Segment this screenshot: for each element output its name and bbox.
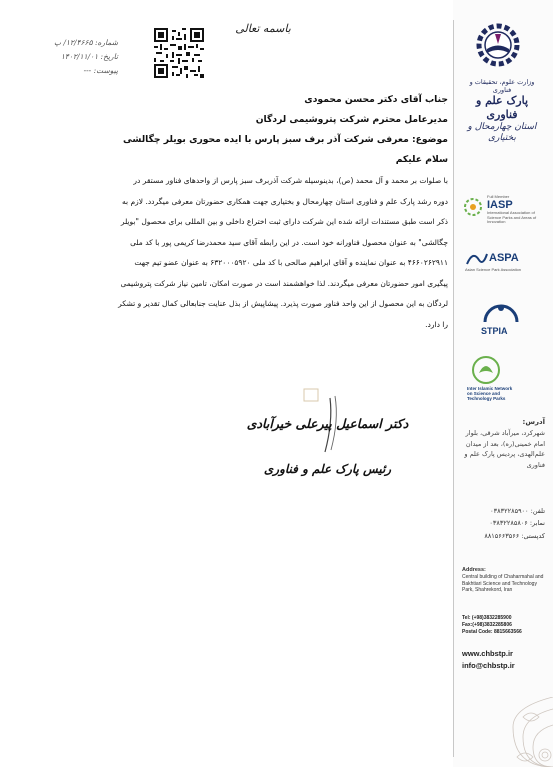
letter-line: ۴۶۶۰۲۶۲۹۱۱ به عنوان نماینده و آقای ابراهیم صالحی با کد ملی ۶۳۲۰۰۰۵۹۲۰ به عنوان عضو تیم جهت	[134, 258, 448, 267]
aspa-swirl-icon	[465, 250, 489, 266]
insp-membership-logo	[463, 355, 541, 410]
letter-number: شماره: ۱۲/۴۶۶۵/ پ	[53, 38, 118, 47]
iasp-subtitle: International Association of Science Parks and Areas of Innovation	[487, 210, 537, 225]
contact-numbers	[459, 505, 545, 542]
iasp-tag: Full Member	[487, 194, 510, 199]
aspa-membership-logo	[463, 250, 541, 280]
postal-code: کدپستی: ۸۸۱۵۶۶۳۵۶۶	[484, 531, 545, 540]
sidebar-divider	[453, 20, 454, 757]
english-fax: Fax:(+98)3832285806	[462, 622, 512, 628]
email-link[interactable]: info@chbstp.ir	[462, 660, 515, 670]
stpia-arc-icon	[481, 300, 521, 326]
english-contact-numbers	[462, 615, 546, 636]
signature-block	[235, 392, 415, 492]
basmala-heading: باسمه تعالی	[235, 22, 291, 35]
letter-meta	[28, 36, 118, 78]
aspa-name: ASPA	[489, 252, 519, 264]
web-contacts	[462, 648, 548, 671]
letter-attachment: پیوست: ---	[83, 65, 118, 75]
logo-province: استان چهارمحال و بختیاری	[467, 121, 537, 143]
letter-line: را دارد.	[425, 319, 448, 329]
insp-leaf-icon	[469, 355, 503, 385]
letter-line: با صلوات بر محمد و آل محمد (ص)، بدینوسیله شرکت آذربرف سبز پارس از واحدهای فناور مستقر در	[133, 176, 448, 185]
english-address	[462, 567, 546, 594]
signature-stroke-icon	[235, 392, 415, 492]
letter-subject: موضوع: معرفی شرکت آذر برف سبز پارس با ایده محوری بویلر چگالشی	[123, 134, 448, 145]
letter-line: چگالشی" به عنوان محصول فناورانه خود است. در این رابطه آقای سید محمدرضا کریمی پور با کد ملی	[130, 237, 448, 247]
signatory-title: رئیس پارک علم و فناوری	[263, 462, 392, 476]
logo-ministry: وزارت علوم، تحقیقات و فناوری	[469, 78, 535, 95]
gear-book-logo-icon	[475, 22, 521, 68]
greeting: سلام علیکم	[395, 154, 448, 165]
letter-line: ذکر است طبق مستندات ارائه شده این شرکت دارای ثبت اختراع داخلی و بین المللی برای محصول "بویلر	[120, 217, 448, 226]
insp-subtitle: Inter Islamic Network on Science and Technology Parks	[467, 386, 513, 401]
stpia-membership-logo	[463, 300, 541, 340]
corner-ornament-icon	[453, 697, 553, 767]
letter-date: تاریخ: ۱۴۰۲/۱۱/۰۱	[60, 51, 118, 61]
english-postal: Postal Code: 8815663566	[462, 629, 522, 635]
recipient-title: مدیرعامل محترم شرکت پتروشیمی لردگان	[255, 114, 448, 125]
iasp-globe-icon	[463, 197, 483, 217]
english-phone: Tel: (+98)3832285900	[462, 615, 512, 621]
letter-paragraph	[35, 171, 448, 335]
letter-body	[35, 90, 448, 335]
stpia-name: STPIA	[481, 326, 508, 336]
website-link[interactable]: www.chbstp.ir	[462, 649, 513, 658]
letter-line: دوره رشد پارک علم و فناوری استان چهارمحال و بختیاری جهت همکاری حضورتان معرفی میگردد. لازم به	[122, 196, 448, 206]
phone-number: تلفن: ۰۳۸۳۲۲۸۵۹۰۰	[490, 507, 545, 515]
english-address-text: Central building of Chaharmahal and Bakhtiari Science and Technology Park, Shahrekord, Iran	[462, 574, 544, 594]
iasp-name: IASP	[487, 199, 513, 212]
address-text: شهرکرد، میرآباد شرقی، بلوار امام خمینی(ره)، بعد از میدان علم‌الهدی، پردیس پارک علم و فناوری	[464, 429, 545, 470]
recipient-name: جناب آقای دکتر محسن محمودی	[304, 94, 448, 105]
fax-number: نمابر: ۰۳۸۳۲۲۸۵۸۰۶	[489, 519, 545, 528]
logo-park-name: پارک علم و فناوری	[475, 94, 529, 121]
english-address-title: Address:	[462, 567, 486, 573]
signatory-name: دکتر اسماعیل پیرعلی خیرآبادی	[246, 416, 409, 431]
address-block	[459, 418, 545, 471]
letter-line: پیگیری امور حضورتان معرفی میگردند. لذا خواهشمند است در صورت امکان، تامین نیاز شرکت پتروشیمی	[120, 278, 448, 288]
park-logo-text	[465, 78, 539, 144]
letter-line: لردگان به این محصول از این واحد فناور صورت پذیرد. پیشاپیش از بذل عنایت جنابعالی کمال تقدیر و تشکر	[118, 299, 448, 308]
iasp-membership-logo	[463, 195, 541, 235]
aspa-subtitle: Asian Science Park Association	[465, 267, 522, 272]
address-title: آدرس:	[522, 418, 545, 426]
park-logo	[465, 14, 535, 164]
qr-code-icon	[154, 28, 204, 78]
